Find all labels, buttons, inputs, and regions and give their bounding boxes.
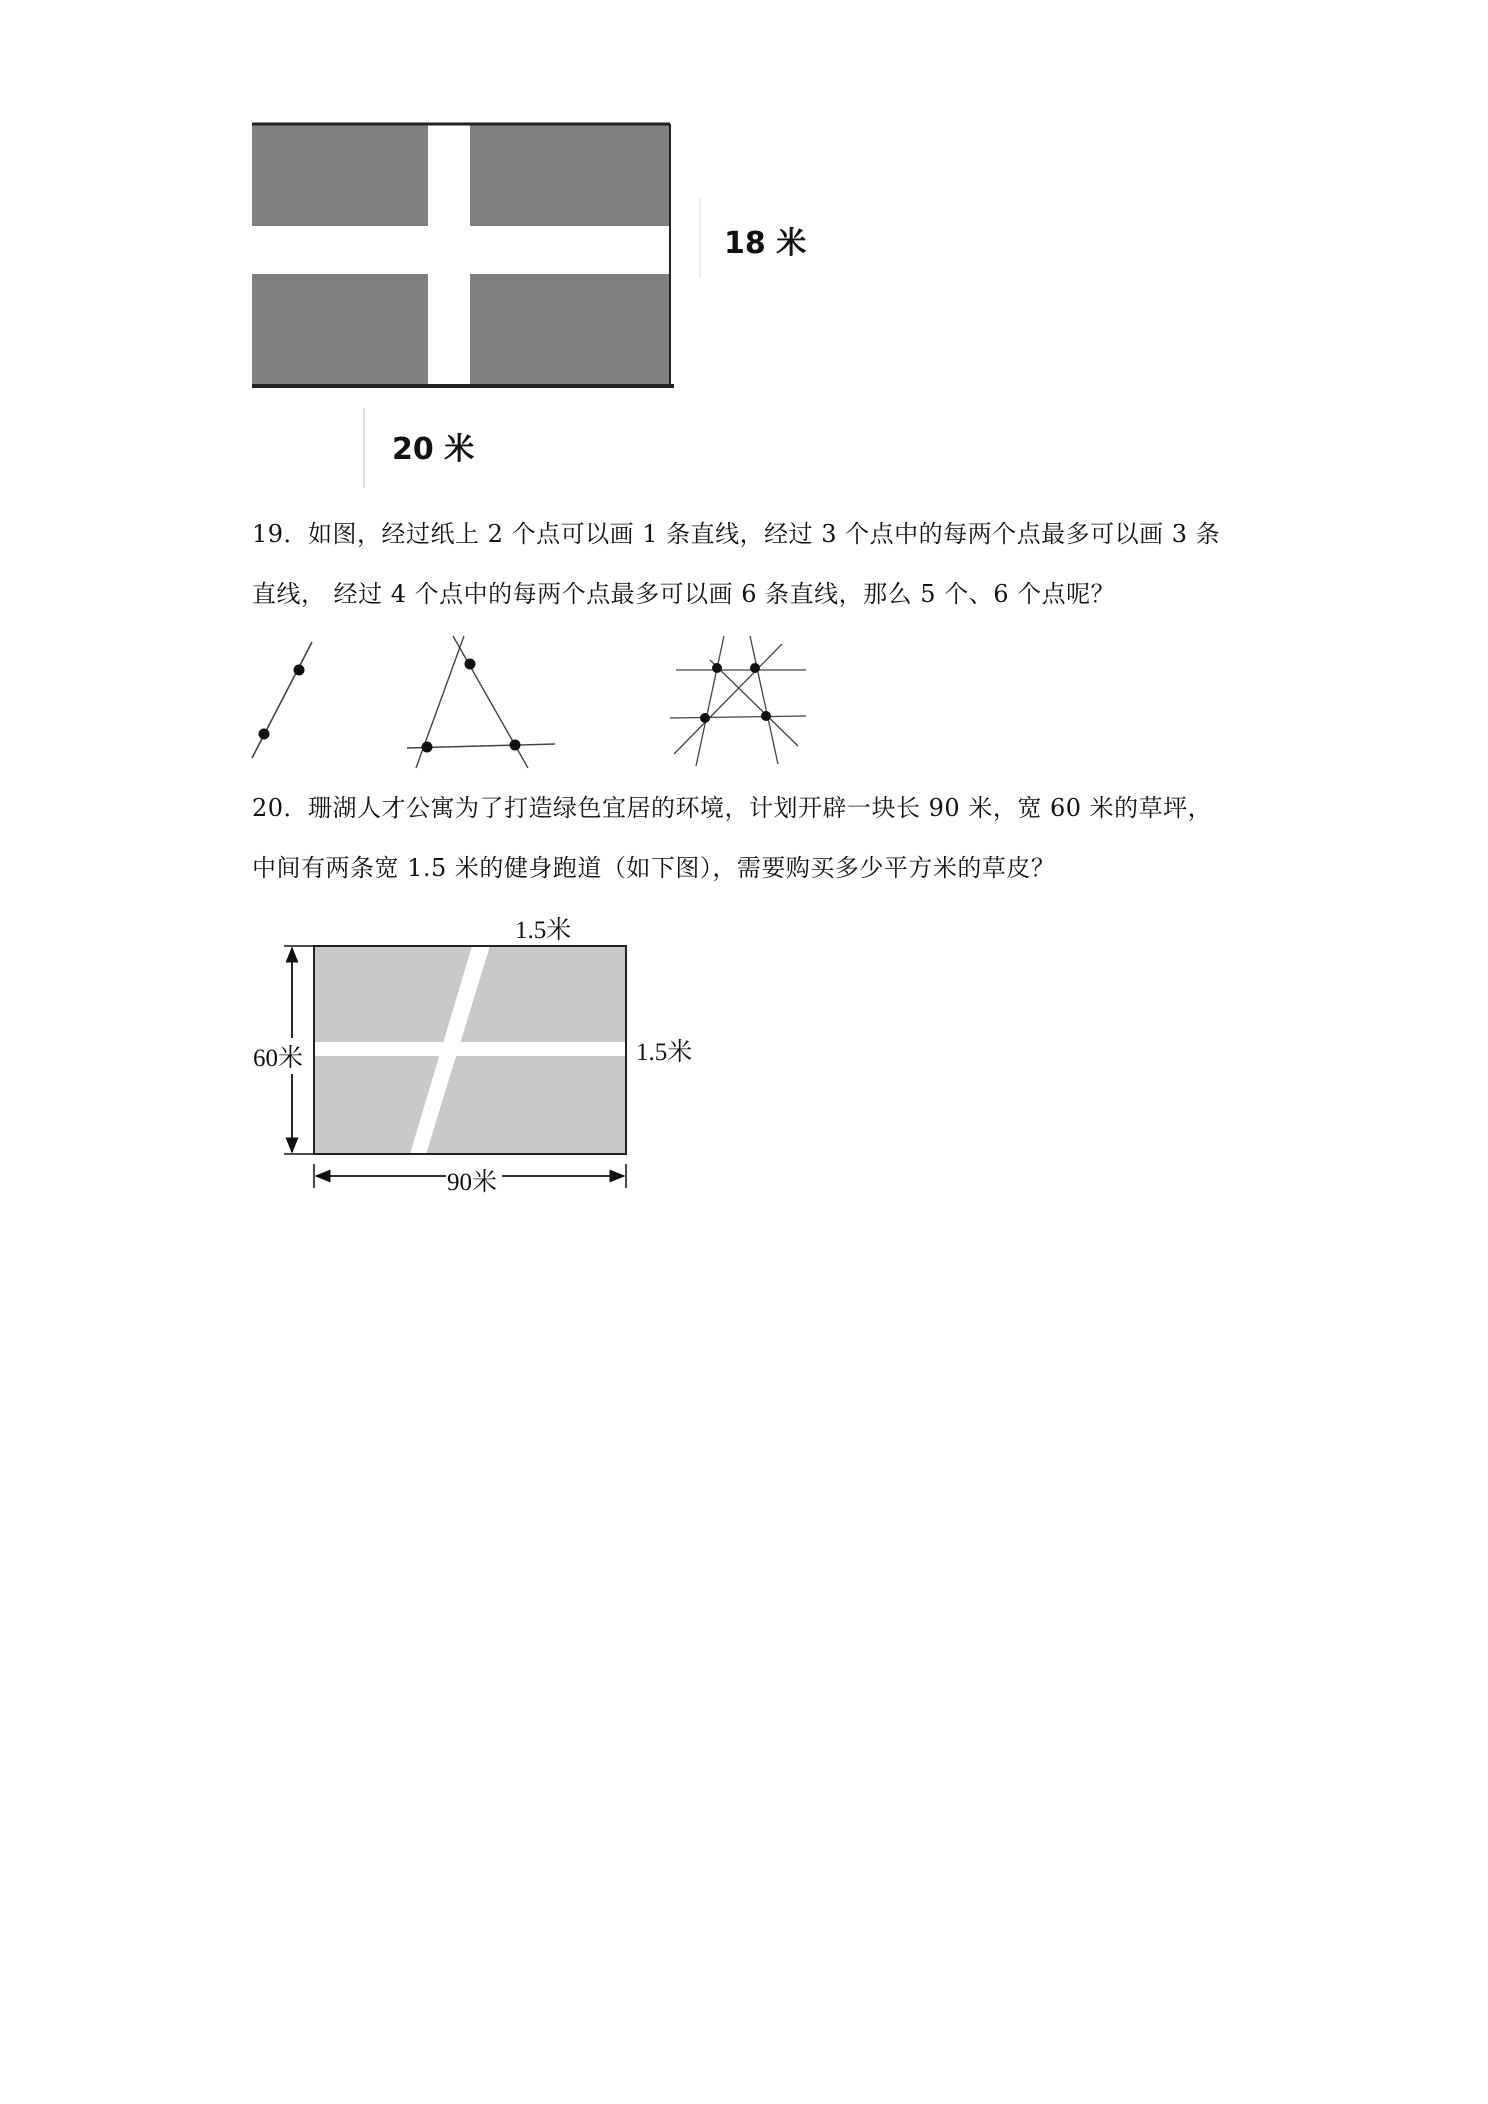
points-lines-diagram (250, 630, 830, 780)
question-20-line-1: 20．珊湖人才公寓为了打造绿色宜居的环境，计划开辟一块长 90 米，宽 60 米的草坪， (252, 794, 1213, 822)
figure-18 (250, 118, 850, 498)
point (422, 742, 433, 753)
three-points-figure (407, 636, 555, 768)
two-points-figure (252, 642, 312, 758)
top-track-width-label: 1.5米 (515, 917, 572, 944)
line-4 (750, 636, 778, 764)
line-3 (696, 636, 724, 766)
figure-19 (250, 630, 830, 780)
right-track-width-label: 1.5米 (636, 1039, 693, 1066)
four-points-figure (670, 636, 806, 766)
point (510, 740, 521, 751)
point (294, 665, 305, 676)
point (750, 663, 760, 673)
point (700, 713, 710, 723)
field-width-label: 20 米 (392, 432, 475, 467)
horizontal-road (252, 226, 670, 274)
lawn-height-label: 60米 (253, 1038, 303, 1074)
point (761, 711, 771, 721)
lawn-width-label: 90米 (447, 1169, 498, 1196)
field-cross-diagram (250, 118, 850, 498)
point (465, 659, 476, 670)
horizontal-track (314, 1042, 626, 1056)
question-19-line-1: 19．如图，经过纸上 2 个点可以画 1 条直线，经过 3 个点中的每两个点最多可以画 3 条 (252, 520, 1221, 548)
question-19-line-2: 直线， 经过 4 个点中的每两个点最多可以画 6 条直线，那么 5 个、6 个点呢？ (252, 580, 1116, 608)
line-2 (670, 716, 806, 718)
figure-20 (250, 910, 710, 1200)
point (259, 729, 270, 740)
line-through-two-points (252, 642, 312, 758)
line-6 (674, 644, 782, 754)
field-height-label: 18 米 (724, 226, 807, 261)
point (712, 663, 722, 673)
question-20-line-2: 中间有两条宽 1.5 米的健身跑道（如下图），需要购买多少平方米的草皮？ (252, 854, 1056, 882)
